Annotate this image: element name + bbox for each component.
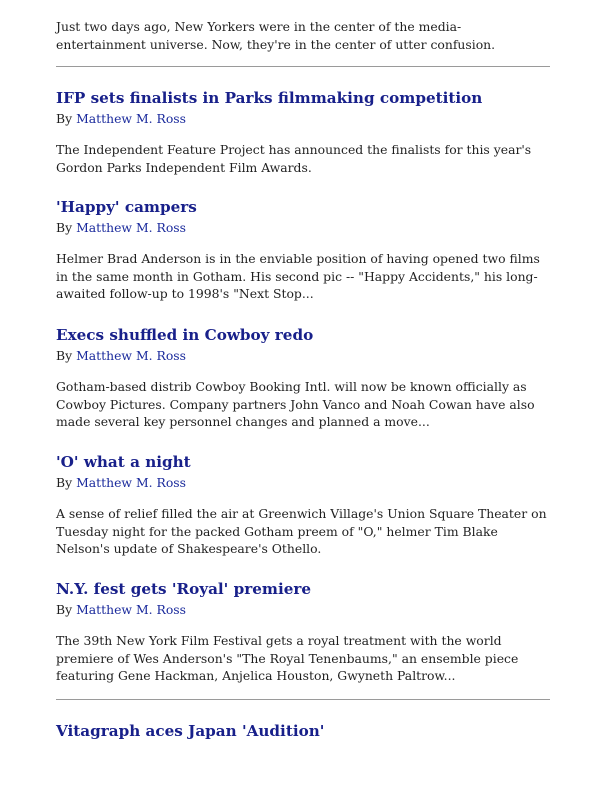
byline-prefix: By: [56, 111, 73, 126]
article-byline: [56, 110, 550, 127]
intro-summary: Just two days ago, New Yorkers were in the center of the media-entertainment universe. Now, they're in the center of utter confusion.: [56, 19, 496, 52]
article-headline-link[interactable]: IFP sets finalists in Parks filmmaking competition: [56, 89, 483, 107]
author-link[interactable]: Matthew M. Ross: [76, 602, 187, 617]
article-headline-link[interactable]: 'O' what a night: [56, 453, 191, 471]
article-item: [56, 325, 550, 431]
byline-prefix: By: [56, 220, 73, 235]
article-byline: [56, 474, 550, 491]
article-item: [56, 197, 550, 303]
article-item: [56, 88, 550, 176]
section-divider: [56, 66, 550, 67]
article-summary: Helmer Brad Anderson is in the enviable position of having opened two films in the same month in Gotham. His second pic -- "Happy Accidents," his long-awaited follow-up to 1998's "Next Stop...: [56, 251, 540, 301]
author-link[interactable]: Matthew M. Ross: [76, 475, 187, 490]
article-summary: The Independent Feature Project has announced the finalists for this year's Gordon Parks Independent Film Awards.: [56, 142, 532, 175]
author-link[interactable]: Matthew M. Ross: [76, 111, 187, 126]
author-link[interactable]: Matthew M. Ross: [76, 348, 187, 363]
article-item: [56, 721, 550, 741]
article-summary: Gotham-based distrib Cowboy Booking Intl. will now be known officially as Cowboy Pictures. Company partners John Vanco and Noah Cowan have also made several key personnel changes and planned a move...: [56, 379, 535, 429]
article-summary: The 39th New York Film Festival gets a royal treatment with the world premiere of Wes Anderson's "The Royal Tenenbaums," an ensemble piece featuring Gene Hackman, Anjelica Houston, Gwyneth Paltrow...: [56, 633, 519, 683]
article-headline-link[interactable]: N.Y. fest gets 'Royal' premiere: [56, 580, 312, 598]
byline-prefix: By: [56, 348, 73, 363]
article-item: [56, 579, 550, 685]
article-headline-link[interactable]: Vitagraph aces Japan 'Audition': [56, 722, 325, 740]
section-divider: [56, 699, 550, 700]
article-headline-link[interactable]: Execs shuffled in Cowboy redo: [56, 326, 314, 344]
author-link[interactable]: Matthew M. Ross: [76, 220, 187, 235]
article-byline: [56, 601, 550, 618]
article-headline-link[interactable]: 'Happy' campers: [56, 198, 197, 216]
article-byline: [56, 219, 550, 236]
byline-prefix: By: [56, 475, 73, 490]
byline-prefix: By: [56, 602, 73, 617]
article-item: [56, 452, 550, 558]
article-summary: A sense of relief filled the air at Greenwich Village's Union Square Theater on Tuesday night for the packed Gotham preem of "O," helmer Tim Blake Nelson's update of Shakespeare's Othello.: [56, 506, 547, 556]
article-byline: [56, 347, 550, 364]
